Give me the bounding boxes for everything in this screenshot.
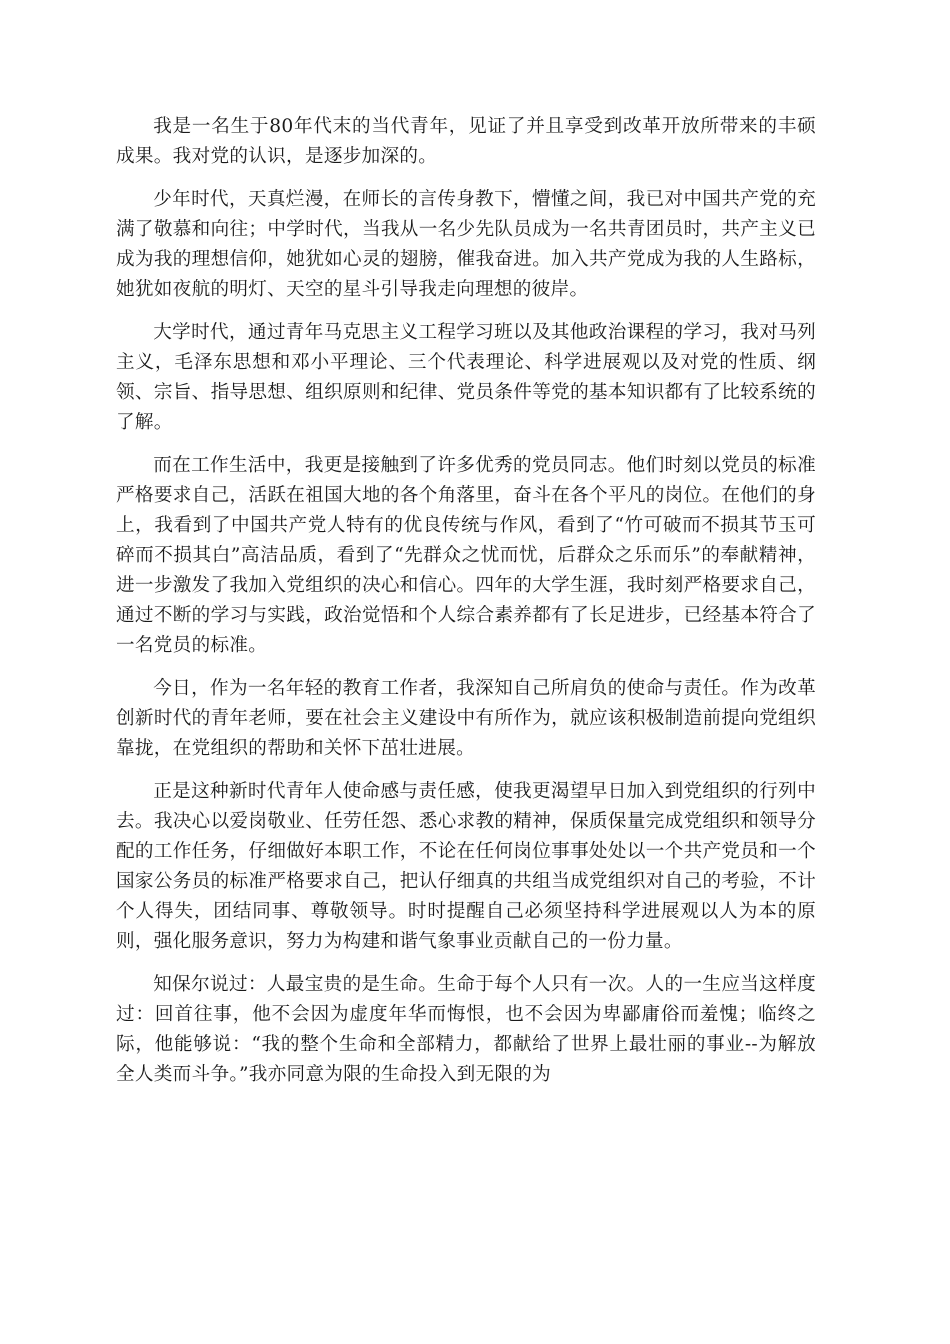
paragraph-3: 大学时代，通过青年马克思主义工程学习班以及其他政治课程的学习，我对马列主义，毛泽东思想和邓小平理论、三个代表理论、科学进展观以及对党的性质、纲领、宗旨、指导思想、组织原则和纪律、党员条件等党的基本知识都有了比较系统的了解。	[116, 322, 816, 433]
paragraph-2: 少年时代，天真烂漫，在师长的言传身教下，懵懂之间，我已对中国共产党的充满了敬慕和向往；中学时代，当我从一名少先队员成为一名共青团员时，共产主义已成为我的理想信仰，她犹如心灵的翅膀，催我奋进。加入共产党成为我的人生路标，她犹如夜航的明灯、天空的星斗引导我走向理想的彼岸。	[116, 189, 816, 300]
document-body	[116, 112, 816, 1103]
paragraph-6: 正是这种新时代青年人使命感与责任感，使我更渴望早日加入到党组织的行列中去。我决心以爱岗敬业、任劳任怨、悉心求教的精神，保质保量完成党组织和领导分配的工作任务，仔细做好本职工作，不论在任何岗位事事处处以一个共产党员和一个国家公务员的标准严格要求自己，把认仔细真的共组当成党组织对自己的考验，不计个人得失，团结同事、尊敬领导。时时提醒自己必须坚持科学进展观以人为本的原则，强化服务意识，努力为构建和谐气象事业贡献自己的一份力量。	[116, 781, 816, 952]
paragraph-1: 我是一名生于80年代末的当代青年，见证了并且享受到改革开放所带来的丰硕成果。我对党的认识，是逐步加深的。	[116, 116, 816, 167]
paragraph-5: 今日，作为一名年轻的教育工作者，我深知自己所肩负的使命与责任。作为改革创新时代的青年老师，要在社会主义建设中有所作为，就应该积极制造前提向党组织靠拢，在党组织的帮助和关怀下茁壮进展。	[116, 678, 816, 759]
paragraph-7: 知保尔说过：人最宝贵的是生命。生命于每个人只有一次。人的一生应当这样度过：回首往事，他不会因为虚度年华而悔恨，也不会因为卑鄙庸俗而羞愧；临终之际，他能够说：“我的整个生命和全部精力，都献给了世界上最壮丽的事业--为解放全人类而斗争。”我亦同意为限的生命投入到无限的为	[116, 974, 816, 1085]
paragraph-4: 而在工作生活中，我更是接触到了许多优秀的党员同志。他们时刻以党员的标准严格要求自己，活跃在祖国大地的各个角落里，奋斗在各个平凡的岗位。在他们的身上，我看到了中国共产党人特有的优良传统与作风，看到了“竹可破而不损其节玉可碎而不损其白”高洁品质，看到了“先群众之忧而忧，后群众之乐而乐”的奉献精神，进一步激发了我加入党组织的决心和信心。四年的大学生涯，我时刻严格要求自己，通过不断的学习与实践，政治觉悟和个人综合素养都有了长足进步，已经基本符合了一名党员的标准。	[116, 455, 816, 656]
